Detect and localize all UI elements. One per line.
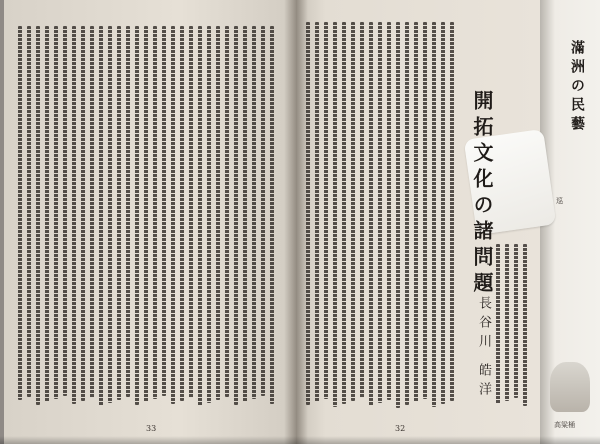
text-column-line	[189, 26, 193, 398]
text-column-line	[135, 26, 139, 405]
text-column-line	[523, 244, 527, 406]
text-column-line	[270, 26, 274, 404]
text-column-line	[315, 22, 319, 402]
insert-photo	[550, 362, 590, 412]
text-column-line	[171, 26, 175, 404]
text-column-line	[90, 26, 94, 398]
text-column-line	[441, 22, 445, 404]
text-column-line	[387, 22, 391, 400]
article-author: 長谷川 皓洋	[476, 296, 491, 402]
text-column-line	[423, 22, 427, 399]
text-column-line	[324, 22, 328, 399]
page-number-left: 33	[146, 424, 157, 433]
article-title: 開拓文化の諸問題	[470, 90, 494, 298]
text-column-line	[108, 26, 112, 403]
page-number-right: 32	[395, 424, 406, 433]
insert-mark: 巡	[556, 197, 563, 205]
text-column-line	[243, 26, 247, 402]
text-column-line	[378, 22, 382, 403]
text-column-line	[333, 22, 337, 407]
text-column-line	[207, 26, 211, 403]
text-column-line	[405, 22, 409, 405]
text-column-line	[126, 26, 130, 397]
insert-title: 滿洲の民藝	[569, 40, 585, 135]
text-column-line	[117, 26, 121, 400]
text-column-line	[369, 22, 373, 406]
text-column-line	[396, 22, 400, 408]
text-column-line	[63, 26, 67, 396]
bottom-shadow	[0, 436, 600, 444]
text-column-line	[99, 26, 103, 406]
book-gutter	[284, 0, 308, 444]
text-column-line	[351, 22, 355, 401]
text-column-line	[514, 244, 518, 398]
text-column-line	[505, 244, 509, 401]
text-column-line	[216, 26, 220, 400]
text-column-line	[225, 26, 229, 397]
text-column-line	[414, 22, 418, 402]
insert-caption: 高粱桶	[554, 421, 575, 429]
text-column-line	[36, 26, 40, 405]
text-column-line	[144, 26, 148, 402]
text-column-line	[360, 22, 364, 398]
text-column-line	[162, 26, 166, 396]
text-column-line	[18, 26, 22, 400]
text-column-line	[45, 26, 49, 402]
text-column-line	[81, 26, 85, 401]
text-column-line	[180, 26, 184, 401]
text-column-line	[72, 26, 76, 404]
text-column-line	[306, 22, 310, 405]
text-column-line	[261, 26, 265, 396]
text-column-line	[27, 26, 31, 397]
text-column-line	[198, 26, 202, 406]
text-column-line	[432, 22, 436, 407]
text-column-line	[450, 22, 454, 401]
text-column-line	[252, 26, 256, 399]
text-column-line	[54, 26, 58, 399]
text-column-line	[234, 26, 238, 405]
text-column-line	[342, 22, 346, 404]
text-column-line	[153, 26, 157, 399]
